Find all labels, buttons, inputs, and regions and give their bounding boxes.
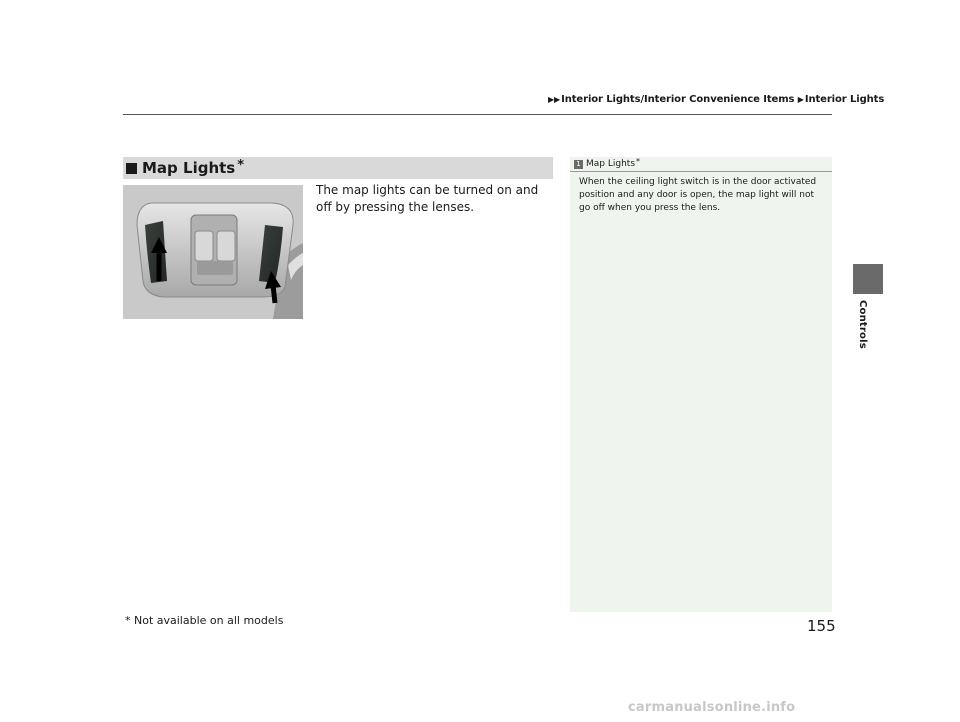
header-divider [123,114,832,115]
chapter-label: Controls [857,300,868,349]
watermark: carmanualsonline.info [628,700,796,715]
note-number-badge: 1 [574,160,583,169]
map-lights-photo [123,185,303,319]
not-all-models-marker: * [237,157,245,173]
note-header [570,157,832,172]
note-body: When the ceiling light switch is in the door activated position and any door is open, the map light will not go off when you press the lens. [579,177,817,213]
note-not-all-models-marker: * [636,156,641,166]
section-title: Map Lights [142,159,236,177]
section-header [123,157,553,179]
breadcrumb [548,94,884,105]
note-panel [570,157,832,612]
note-title: Map Lights [586,159,636,169]
chapter-tab-marker [853,264,883,294]
breadcrumb-arrow-icon: ▶ [797,95,804,104]
section-square-icon [126,163,137,174]
footnote: * Not available on all models [125,614,284,627]
breadcrumb-arrow-icon: ▶▶ [548,95,561,104]
breadcrumb-item[interactable]: Interior Lights [804,94,885,105]
breadcrumb-item[interactable]: Interior Lights/Interior Convenience Items [561,94,795,105]
page-number: 155 [807,617,836,635]
map-lights-description: The map lights can be turned on and off by pressing the lenses. [316,183,539,214]
